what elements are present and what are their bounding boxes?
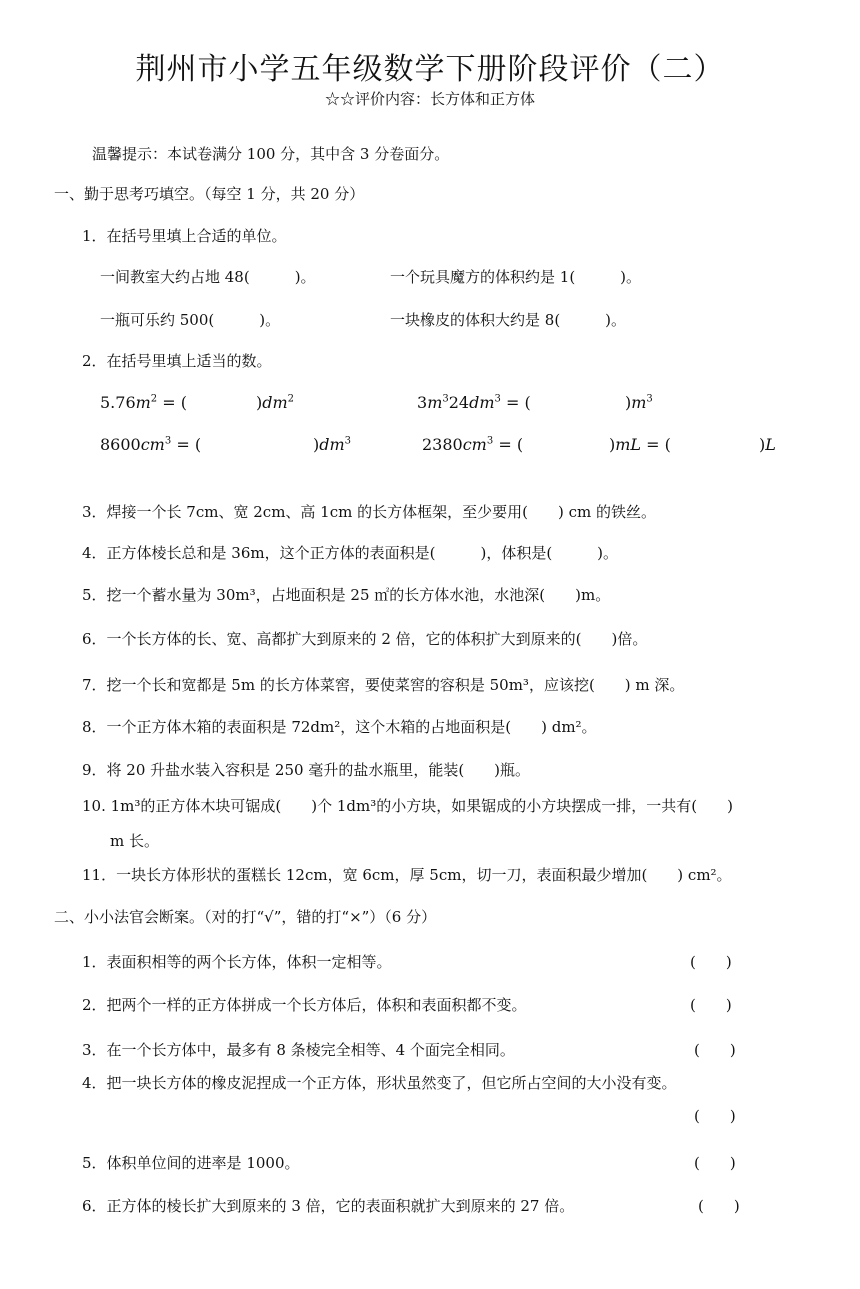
- q2-expr-2-exp2: 3: [494, 393, 501, 405]
- q2-expr-1-eq: = (: [157, 393, 187, 412]
- judge-blank-4[interactable]: ( ): [694, 1107, 736, 1125]
- q2-expr-4-right: [759, 435, 776, 454]
- q1-label: 1．在括号里填上合适的单位。: [82, 227, 287, 245]
- judge-blank-2[interactable]: ( ): [690, 996, 732, 1014]
- q2-expr-3-exp2: 3: [344, 435, 352, 447]
- judge-item-2: 2．把两个一样的正方体拼成一个长方体后，体积和表面积都不变。: [82, 996, 527, 1014]
- judge-item-6: 6．正方体的棱长扩大到原来的 3 倍，它的表面积就扩大到原来的 27 倍。: [82, 1197, 575, 1215]
- q8-text: 8．一个正方体木箱的表面积是 72dm²，这个木箱的占地面积是( ) dm²。: [82, 718, 597, 736]
- judge-blank-3[interactable]: ( ): [694, 1041, 736, 1059]
- q2-expr-1-left: 5.76: [100, 393, 136, 412]
- q2-expr-1-close: ): [256, 393, 263, 412]
- q2-expr-3-unit2: dm: [319, 435, 345, 454]
- q10-line2: m 长。: [110, 832, 159, 850]
- q2-expr-1: [100, 393, 187, 412]
- q2-expr-4: [422, 435, 523, 454]
- q2-expr-4-unit2: mL: [615, 435, 642, 454]
- q1-item-d: 一块橡皮的体积大约是 8( )。: [390, 311, 627, 329]
- q2-expr-2-a: 3: [417, 393, 428, 412]
- q2-expr-1-exp2: 2: [287, 393, 295, 405]
- q5-text: 5．挖一个蓄水量为 30m³，占地面积是 25 ㎡的长方体水池，水池深( )m。: [82, 586, 611, 604]
- q2-expr-2-exp1: 3: [442, 393, 449, 405]
- q2-expr-1-unit2: dm: [262, 393, 288, 412]
- judge-item-4: 4．把一块长方体的橡皮泥捏成一个正方体，形状虽然变了，但它所占空间的大小没有变。: [82, 1074, 677, 1092]
- q9-text: 9．将 20 升盐水装入容积是 250 毫升的盐水瓶里，能装( )瓶。: [82, 761, 531, 779]
- q3-text: 3．焊接一个长 7cm、宽 2cm、高 1cm 的长方体框架，至少要用( ) cm 的铁丝。: [82, 503, 656, 521]
- q2-expr-3-unit1: cm: [140, 435, 165, 454]
- q2-expr-2-b: 24: [448, 393, 470, 412]
- q2-expr-4-eq2: = (: [641, 435, 671, 454]
- q2-expr-2-unit3: m: [631, 393, 647, 412]
- q2-expr-4-unit1: cm: [462, 435, 487, 454]
- judge-item-5: 5．体积单位间的进率是 1000。: [82, 1154, 300, 1172]
- q2-expr-2: [417, 393, 531, 412]
- q2-expr-3-right: [313, 435, 351, 454]
- q2-expr-4-eq: = (: [493, 435, 524, 454]
- q2-expr-2-exp3: 3: [646, 393, 653, 405]
- q2-expr-2-eq: = (: [500, 393, 531, 412]
- q2-expr-1-exp1: 2: [150, 393, 158, 405]
- q11-text: 11．一块长方体形状的蛋糕长 12cm，宽 6cm，厚 5cm，切一刀，表面积最少增加( ) cm²。: [82, 866, 732, 884]
- q2-expr-4-left: 2380: [422, 435, 463, 454]
- page-subtitle: ☆☆评价内容：长方体和正方体: [324, 90, 535, 108]
- q2-expr-3-left: 8600: [100, 435, 141, 454]
- judge-blank-6[interactable]: ( ): [698, 1197, 740, 1215]
- q2-expr-3: [100, 435, 201, 454]
- q2-expr-2-close: ): [625, 393, 632, 412]
- q2-expr-1-right: [256, 393, 294, 412]
- section2-heading: 二、小小法官会断案。（对的打“√”，错的打“×”）（6 分）: [54, 908, 437, 926]
- q2-expr-4-unit3: L: [765, 435, 776, 454]
- q2-expr-2-right: [625, 393, 653, 412]
- q2-expr-3-eq: = (: [171, 435, 202, 454]
- q2-expr-4-close2: ): [759, 435, 766, 454]
- q2-expr-3-close: ): [313, 435, 320, 454]
- judge-item-1: 1．表面积相等的两个长方体，体积一定相等。: [82, 953, 392, 971]
- q1-item-a: 一间教室大约占地 48( )。: [100, 268, 316, 286]
- q2-expr-4-close1: ): [609, 435, 616, 454]
- notice-text: 温馨提示：本试卷满分 100 分，其中含 3 分卷面分。: [92, 145, 450, 163]
- q2-label: 2．在括号里填上适当的数。: [82, 352, 272, 370]
- q2-expr-2-unit1: m: [427, 393, 443, 412]
- q7-text: 7．挖一个长和宽都是 5m 的长方体菜窖，要使菜窖的容积是 50m³，应该挖( ) m 深。: [82, 676, 685, 694]
- q2-expr-1-unit1: m: [135, 393, 151, 412]
- q2-expr-4-mid: [609, 435, 671, 454]
- judge-item-3: 3．在一个长方体中，最多有 8 条棱完全相等、4 个面完全相同。: [82, 1041, 515, 1059]
- section1-heading: 一、勤于思考巧填空。（每空 1 分，共 20 分）: [54, 185, 365, 203]
- q1-item-b: 一个玩具魔方的体积约是 1( )。: [390, 268, 642, 286]
- page-title: 荆州市小学五年级数学下册阶段评价（二）: [135, 52, 725, 87]
- q2-expr-3-exp1: 3: [164, 435, 172, 447]
- q6-text: 6．一个长方体的长、宽、高都扩大到原来的 2 倍，它的体积扩大到原来的( )倍。: [82, 630, 648, 648]
- judge-blank-1[interactable]: ( ): [690, 953, 732, 971]
- q1-item-c: 一瓶可乐约 500( )。: [100, 311, 281, 329]
- q2-expr-4-exp1: 3: [486, 435, 494, 447]
- q4-text: 4．正方体棱长总和是 36m，这个正方体的表面积是( )，体积是( )。: [82, 544, 619, 562]
- q2-expr-2-unit2: dm: [469, 393, 495, 412]
- judge-blank-5[interactable]: ( ): [694, 1154, 736, 1172]
- q10-line1: 10. 1m³的正方体木块可锯成( )个 1dm³的小方块，如果锯成的小方块摆成一排，一共有( ): [82, 797, 733, 815]
